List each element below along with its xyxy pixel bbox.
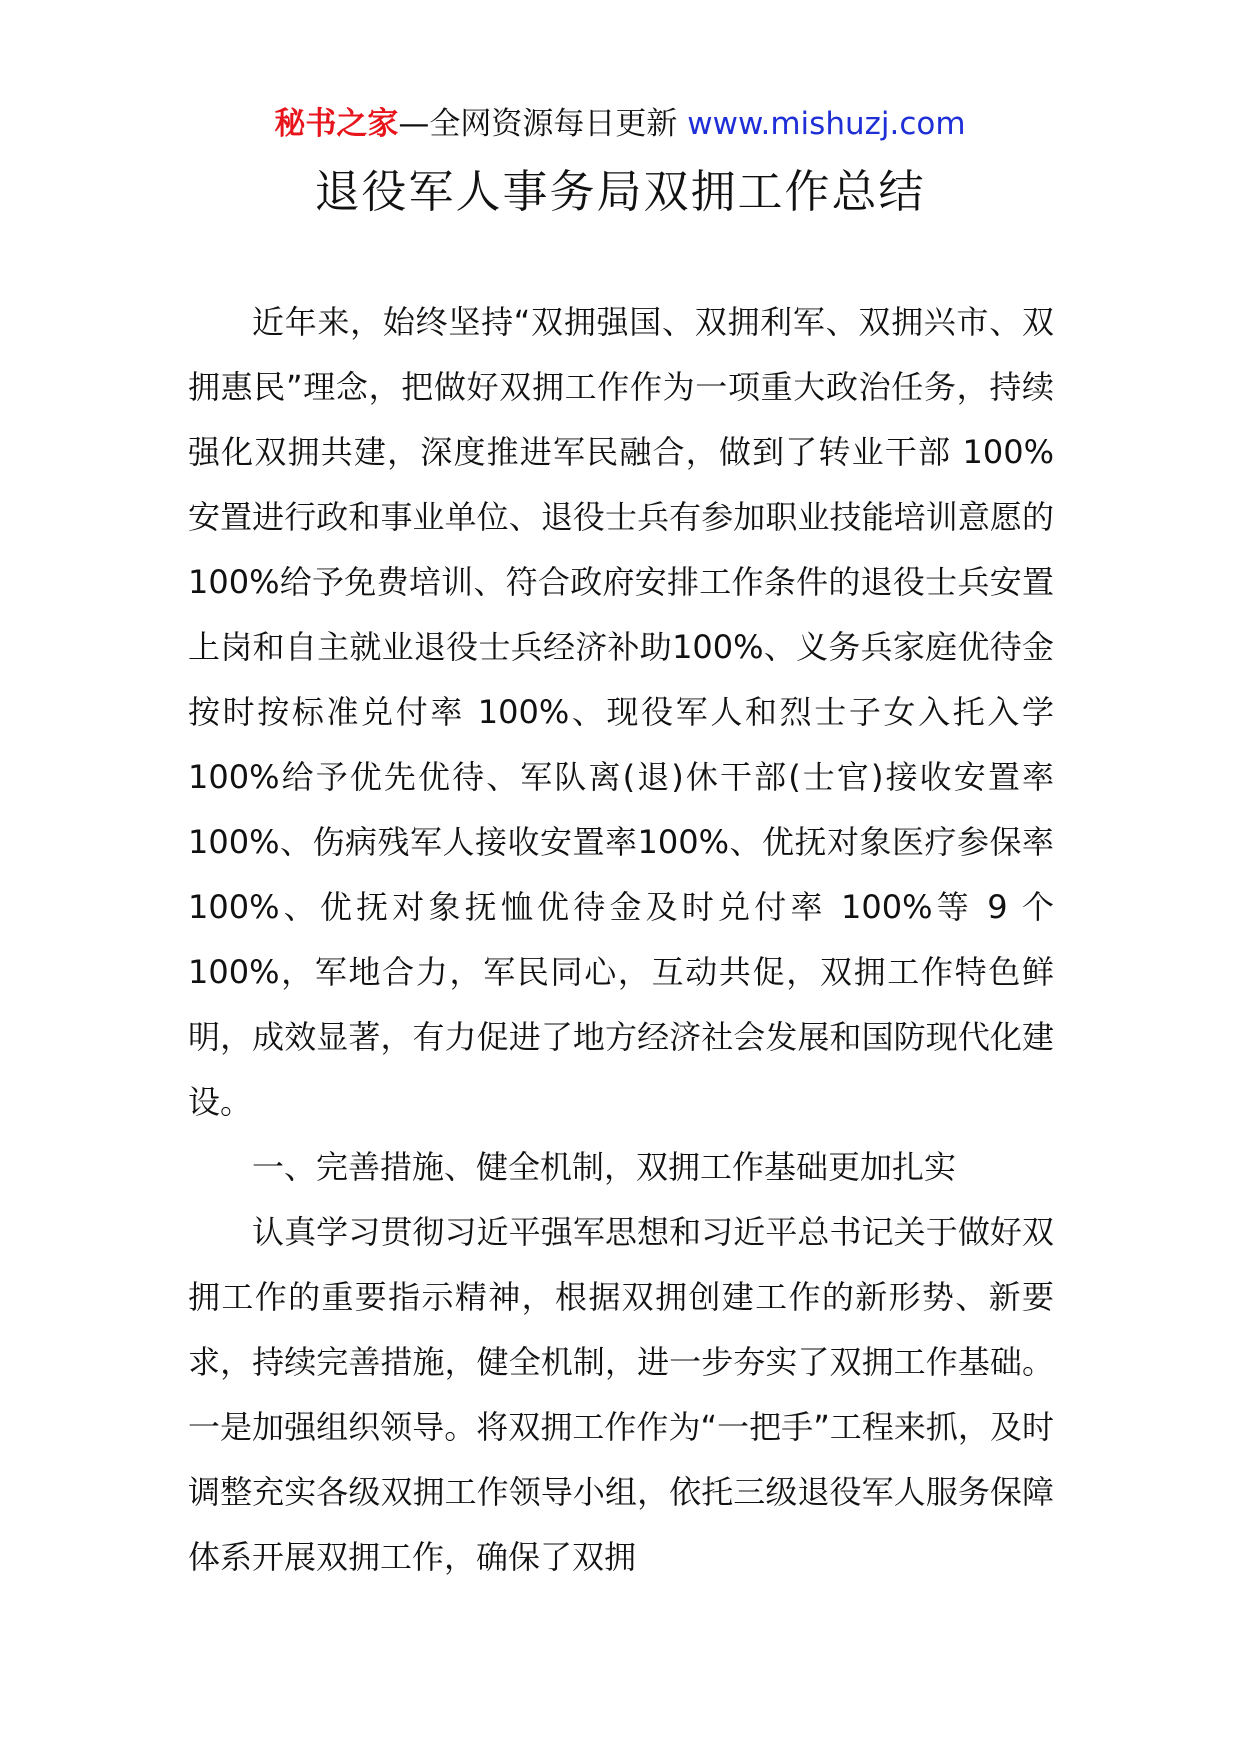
document-body bbox=[188, 290, 1054, 1590]
section-heading: 一、完善措施、健全机制，双拥工作基础更加扎实 bbox=[252, 1148, 957, 1186]
website-link[interactable]: www.mishuzj.com bbox=[687, 106, 966, 142]
brand-name: 秘书之家 bbox=[274, 106, 399, 142]
document-title: 退役军人事务局双拥工作总结 bbox=[314, 165, 926, 218]
source-banner bbox=[0, 104, 1240, 144]
section-paragraph: 认真学习贯彻习近平强军思想和习近平总书记关于做好双拥工作的重要指示精神，根据双拥创建工作的新形势、新要求，持续完善措施，健全机制，进一步夯实了双拥工作基础。一是加强组织领导。将双拥工作作为“一把手”工程来抓，及时调整充实各级双拥工作领导小组，依托三级退役军人服务保障体系开展双拥工作，确保了双拥 bbox=[188, 1213, 1054, 1576]
banner-tagline: —全网资源每日更新 bbox=[398, 106, 688, 142]
intro-paragraph: 近年来，始终坚持“双拥强国、双拥利军、双拥兴市、双拥惠民”理念，把做好双拥工作作为一项重大政治任务，持续强化双拥共建，深度推进军民融合，做到了转业干部 100%安置进行政和事业单位、退役士兵有参加职业技能培训意愿的 100%给予免费培训、符合政府安排工作条件的退役士兵安置上岗和自主就业退役士兵经济补助100%、义务兵家庭优待金按时按标准兑付率 100%、现役军人和烈士子女入托入学 100%给予优先优待、军队离(退)休干部(士官)接收安置率 100%、伤病残军人接收安置率100%、优抚对象医疗参保率 100%、优抚对象抚恤优待金及时兑付率 100%等 9 个 100%，军地合力，军民同心，互动共促，双拥工作特色鲜明，成效显著，有力促进了地方经济社会发展和国防现代化建设。 bbox=[188, 303, 1054, 1121]
